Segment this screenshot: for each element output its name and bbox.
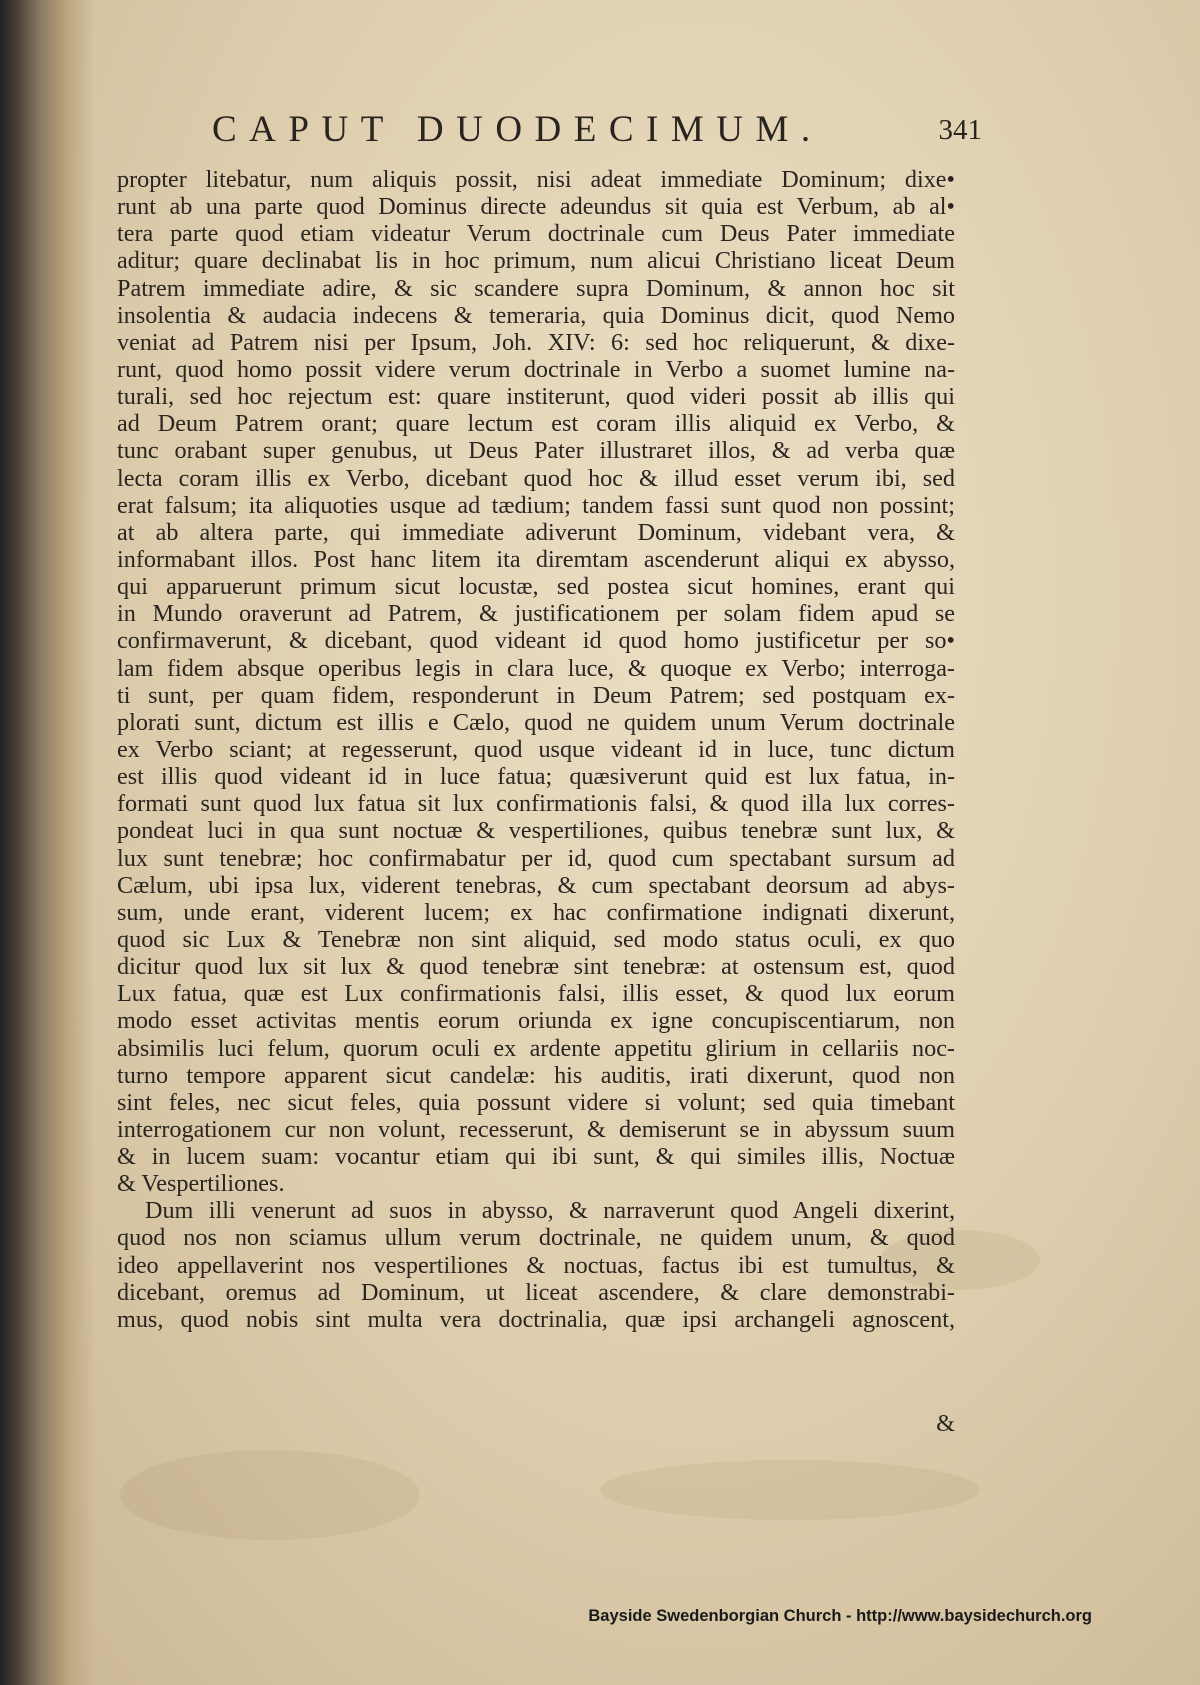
paper-stain	[600, 1460, 980, 1520]
text-line: quod sic Lux & Tenebræ non sint aliquid, sed modo status oculi, ex quo	[117, 925, 955, 953]
text-line: ti sunt, per quam fidem, responderunt in Deum Patrem; sed postquam ex-	[117, 681, 955, 709]
text-line: Cælum, ubi ipsa lux, viderent tenebras, & cum spectabant deorsum ad abys-	[117, 871, 955, 899]
paper-stain	[120, 1450, 420, 1540]
text-line: at ab altera parte, qui immediate adiverunt Dominum, videbant vera, &	[117, 518, 955, 546]
footer-credit: Bayside Swedenborgian Church - http://www.baysidechurch.org	[588, 1607, 1092, 1625]
text-line: sum, unde erant, viderent lucem; ex hac confirmatione indignati dixerunt,	[117, 898, 955, 926]
text-line: erat falsum; ita aliquoties usque ad tædium; tandem fassi sunt quod non possint;	[117, 491, 955, 519]
text-line: insolentia & audacia indecens & temeraria, quia Dominus dicit, quod Nemo	[117, 301, 955, 329]
text-line: Patrem immediate adire, & sic scandere supra Dominum, & annon hoc sit	[117, 274, 955, 302]
text-line: Dum illi venerunt ad suos in abysso, & narraverunt quod Angeli dixerint,	[145, 1197, 955, 1225]
text-line: turali, sed hoc rejectum est: quare institerunt, quod videri possit ab illis qui	[117, 383, 955, 411]
text-line: Lux fatua, quæ est Lux confirmationis falsi, illis esset, & quod lux eorum	[117, 980, 955, 1008]
text-line: modo esset activitas mentis eorum oriunda ex igne concupiscentiarum, non	[117, 1007, 955, 1035]
text-line: tera parte quod etiam videatur Verum doctrinale cum Deus Pater immediate	[117, 220, 955, 248]
text-line: informabant illos. Post hanc litem ita diremtam ascenderunt aliqui ex abysso,	[117, 545, 955, 573]
text-line: ad Deum Patrem orant; quare lectum est coram illis aliquid ex Verbo, &	[117, 410, 955, 438]
text-line: interrogationem cur non volunt, recesserunt, & demiserunt se in abyssum suum	[117, 1115, 955, 1143]
text-line: & in lucem suam: vocantur etiam qui ibi sunt, & qui similes illis, Noctuæ	[117, 1143, 955, 1171]
text-line: aditur; quare declinabat lis in hoc primum, num alicui Christiano liceat Deum	[117, 247, 955, 275]
text-line: propter litebatur, num aliquis possit, nisi adeat immediate Dominum; dixe•	[117, 166, 955, 193]
running-title: CAPUT DUODECIMUM.	[212, 109, 823, 150]
text-line: & Vespertiliones.	[117, 1170, 285, 1198]
text-line: lecta coram illis ex Verbo, dicebant quod hoc & illud esset verum ibi, sed	[117, 464, 955, 492]
text-line: lux sunt tenebræ; hoc confirmabatur per id, quod cum spectabant sursum ad	[117, 844, 955, 872]
text-line: runt, quod homo possit videre verum doctrinale in Verbo a suomet lumine na-	[117, 355, 955, 383]
text-line: ideo appellaverint nos vespertiliones & noctuas, factus ibi est tumultus, &	[117, 1251, 955, 1279]
text-line: turno tempore apparent sicut candelæ: his auditis, irati dixerunt, quod non	[117, 1061, 955, 1089]
text-line: veniat ad Patrem nisi per Ipsum, Joh. XIV: 6: sed hoc reliquerunt, & dixe-	[117, 328, 955, 356]
text-line: tunc orabant super genubus, ut Deus Pater illustraret illos, & ad verba quæ	[117, 437, 955, 465]
page-header	[212, 108, 982, 154]
text-line: ex Verbo sciant; at regesserunt, quod usque videant id in luce, tunc dictum	[117, 735, 955, 763]
text-line: dicitur quod lux sit lux & quod tenebræ sint tenebræ: at ostensum est, quod	[117, 953, 955, 981]
binding-gutter-shadow	[0, 0, 95, 1685]
catchword: &	[936, 1410, 955, 1437]
body-text	[117, 166, 955, 1333]
text-line: mus, quod nobis sint multa vera doctrinalia, quæ ipsi archangeli agnoscent,	[117, 1305, 955, 1333]
text-line: formati sunt quod lux fatua sit lux confirmationis falsi, & quod illa lux corres-	[117, 790, 955, 818]
text-line: in Mundo oraverunt ad Patrem, & justificationem per solam fidem apud se	[117, 600, 955, 628]
page-number: 341	[938, 114, 982, 146]
text-line: confirmaverunt, & dicebant, quod videant id quod homo justificetur per so•	[117, 627, 955, 655]
text-line: plorati sunt, dictum est illis e Cælo, quod ne quidem unum Verum doctrinale	[117, 708, 955, 736]
text-line: lam fidem absque operibus legis in clara luce, & quoque ex Verbo; interroga-	[117, 654, 955, 682]
text-line: sint feles, nec sicut feles, quia possunt videre si volunt; sed quia timebant	[117, 1088, 955, 1116]
text-line: est illis quod videant id in luce fatua; quæsiverunt quid est lux fatua, in-	[117, 763, 955, 791]
text-line: quod nos non sciamus ullum verum doctrinale, ne quidem unum, & quod	[117, 1224, 955, 1252]
text-line: qui apparuerunt primum sicut locustæ, sed postea sicut homines, erant qui	[117, 573, 955, 601]
text-line: runt ab una parte quod Dominus directe adeundus sit quia est Verbum, ab al•	[117, 193, 955, 221]
text-line: absimilis luci felum, quorum oculi ex ardente appetitu glirium in cellariis noc-	[117, 1034, 955, 1062]
text-line: pondeat luci in qua sunt noctuæ & vespertiliones, quibus tenebræ sunt lux, &	[117, 817, 955, 845]
text-line: dicebant, oremus ad Dominum, ut liceat ascendere, & clare demonstrabi-	[117, 1278, 955, 1306]
